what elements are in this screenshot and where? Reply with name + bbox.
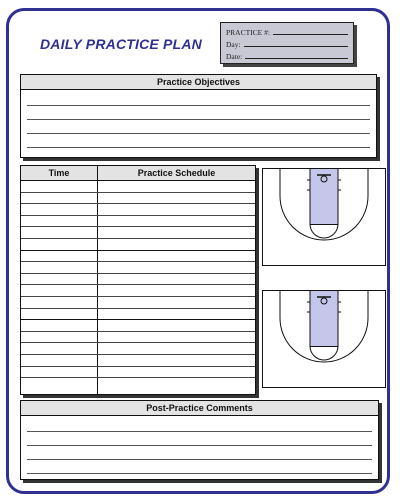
writing-line bbox=[27, 445, 372, 446]
day-field[interactable] bbox=[244, 46, 348, 47]
page-title: DAILY PRACTICE PLAN bbox=[40, 36, 202, 52]
schedule-table bbox=[20, 165, 256, 395]
schedule-header-row bbox=[21, 166, 255, 181]
writing-line bbox=[27, 105, 370, 106]
practice-number-row bbox=[226, 25, 348, 37]
comments-lines[interactable] bbox=[27, 415, 372, 479]
objectives-lines[interactable] bbox=[27, 89, 370, 157]
day-row bbox=[226, 37, 348, 49]
court-diagram-bottom[interactable] bbox=[262, 290, 386, 388]
schedule-row-line bbox=[21, 308, 255, 309]
schedule-row-line bbox=[21, 192, 255, 193]
half-court-drawing bbox=[262, 168, 386, 266]
practice-info-box bbox=[220, 22, 354, 64]
schedule-row-line bbox=[21, 226, 255, 227]
half-court-drawing bbox=[262, 290, 386, 388]
column-divider bbox=[97, 166, 98, 394]
objectives-panel bbox=[20, 74, 377, 158]
writing-line bbox=[27, 133, 370, 134]
date-row bbox=[226, 49, 348, 61]
schedule-row-line bbox=[21, 273, 255, 274]
schedule-row-line bbox=[21, 366, 255, 367]
schedule-row-line bbox=[21, 215, 255, 216]
schedule-row-line bbox=[21, 377, 255, 378]
schedule-row-line bbox=[21, 284, 255, 285]
schedule-row-line bbox=[21, 203, 255, 204]
writing-line bbox=[27, 431, 372, 432]
date-label: Date: bbox=[226, 52, 243, 61]
schedule-row-line bbox=[21, 319, 255, 320]
schedule-row-line bbox=[21, 238, 255, 239]
writing-line bbox=[27, 119, 370, 120]
objectives-heading: Practice Objectives bbox=[21, 75, 376, 90]
day-label: Day: bbox=[226, 40, 241, 49]
schedule-row-line bbox=[21, 331, 255, 332]
schedule-row-line bbox=[21, 250, 255, 251]
schedule-row-line bbox=[21, 354, 255, 355]
schedule-row-line bbox=[21, 261, 255, 262]
practice-number-field[interactable] bbox=[273, 34, 348, 35]
date-field[interactable] bbox=[245, 58, 348, 59]
comments-panel bbox=[20, 400, 379, 480]
comments-heading: Post-Practice Comments bbox=[21, 401, 378, 416]
writing-line bbox=[27, 473, 372, 474]
writing-line bbox=[27, 147, 370, 148]
schedule-column-header: Practice Schedule bbox=[137, 168, 216, 178]
schedule-row-line bbox=[21, 342, 255, 343]
court-diagram-top[interactable] bbox=[262, 168, 386, 266]
practice-number-label: PRACTICE #: bbox=[226, 28, 270, 37]
schedule-row-line bbox=[21, 296, 255, 297]
time-column-header: Time bbox=[48, 168, 70, 178]
writing-line bbox=[27, 459, 372, 460]
